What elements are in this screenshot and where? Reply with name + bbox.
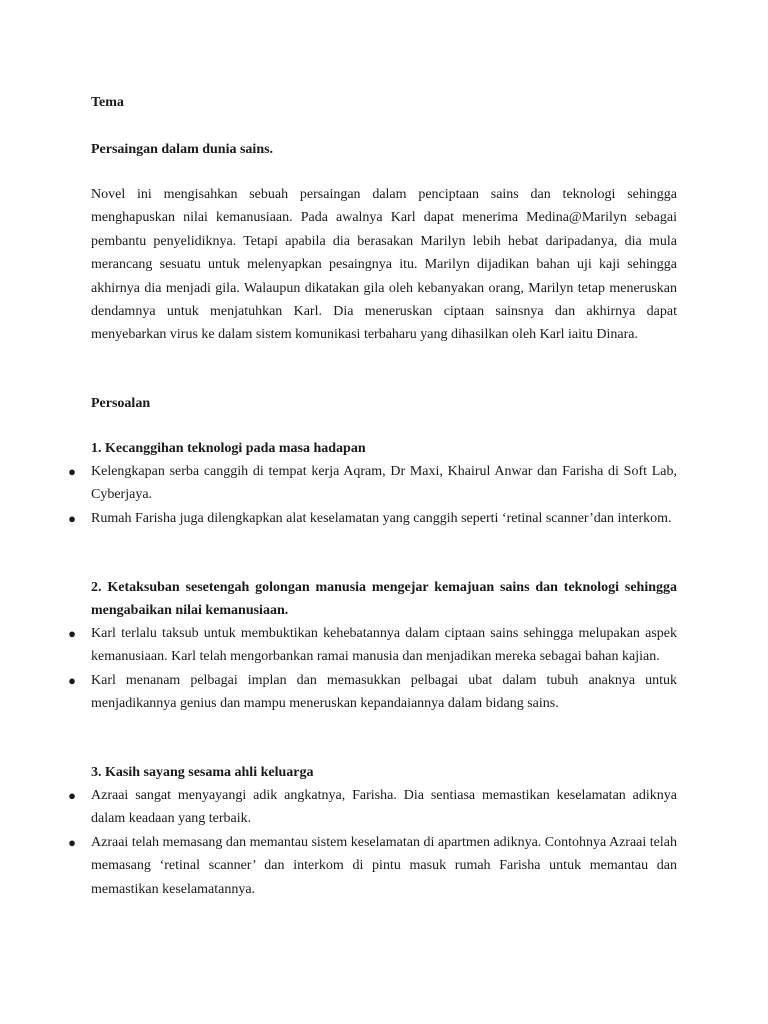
bullet-icon: ● [68,834,76,850]
list-item [66,622,677,669]
tema-title: Persaingan dalam dunia sains. [91,142,274,157]
bullet-text: Karl menanam pelbagai implan dan memasukkan pelbagai ubat dalam tubuh anaknya untuk menjadikannya genius dan mampu meneruskan kepandaiannya dalam bidang sains. [91,672,677,712]
bullet-icon: ● [68,788,76,803]
list-item [66,784,677,831]
section-1-title: 1. Kecanggihan teknologi pada masa hadapan [91,441,366,456]
section-3-title: 3. Kasih sayang sesama ahli keluarga [91,765,314,780]
bullet-icon: ● [68,672,76,688]
bullet-text: Azraai sangat menyayangi adik angkatnya, Farisha. Dia sentiasa memastikan keselamatan adiknya dalam keadaan yang terbaik. [91,788,677,827]
tema-heading: Tema [91,95,124,110]
section-2-bullets [66,622,677,716]
list-item [66,460,677,507]
persoalan-heading: Persoalan [91,396,151,411]
section-2-title: 2. Ketaksuban sesetengah golongan manusia mengejar kemajuan sains dan teknologi sehingga mengabaikan nilai kemanusiaan. [91,580,677,619]
bullet-icon: ● [68,464,76,479]
bullet-text: Kelengkapan serba canggih di tempat kerja Aqram, Dr Maxi, Khairul Anwar dan Farisha di Soft Lab, Cyberjaya. [91,464,677,503]
bullet-icon: ● [68,510,76,526]
bullet-text: Karl terlalu taksub untuk membuktikan kehebatannya dalam ciptaan sains sehingga melupakan aspek kemanusiaan. Karl telah mengorbankan ramai manusia dan menjadikan mereka sebagai bahan kajian. [91,626,677,665]
synopsis-paragraph: Novel ini mengisahkan sebuah persaingan dalam penciptaan sains dan teknologi sehingga menghapuskan nilai kemanusiaan. Pada awalnya Karl dapat menerima Medina@Marilyn sebagai pembantu penyelidiknya. Tetapi apabila dia berasakan Marilyn lebih hebat daripadanya, dia mula merancang sesuatu untuk melenyapkan pesaingnya itu. Marilyn dijadikan bahan uji kaji sehingga akhirnya dia menjadi gila. Walaupun dikatakan gila oleh kebanyakan orang, Marilyn tetap meneruskan dendamnya untuk menjatuhkan Karl. Dia meneruskan ciptaan sainsnya dan akhirnya dapat menyebarkan virus ke dalam sistem komunikasi terbaharu yang dihasilkan oleh Karl iaitu Dinara. [91,187,677,343]
section-3-bullets [66,784,677,901]
list-item [66,831,677,901]
list-item [66,669,677,716]
section-1-bullets [66,460,677,530]
bullet-text: Rumah Farisha juga dilengkapkan alat keselamatan yang canggih seperti ‘retinal scanner’dan interkom. [91,510,672,526]
bullet-text: Azraai telah memasang dan memantau sistem keselamatan di apartmen adiknya. Contohnya Azraai telah memasang ‘retinal scanner’ dan interkom di pintu masuk rumah Farisha untuk memantau dan memastikan keselamatannya. [91,834,677,897]
list-item [66,507,677,530]
bullet-icon: ● [68,626,76,641]
